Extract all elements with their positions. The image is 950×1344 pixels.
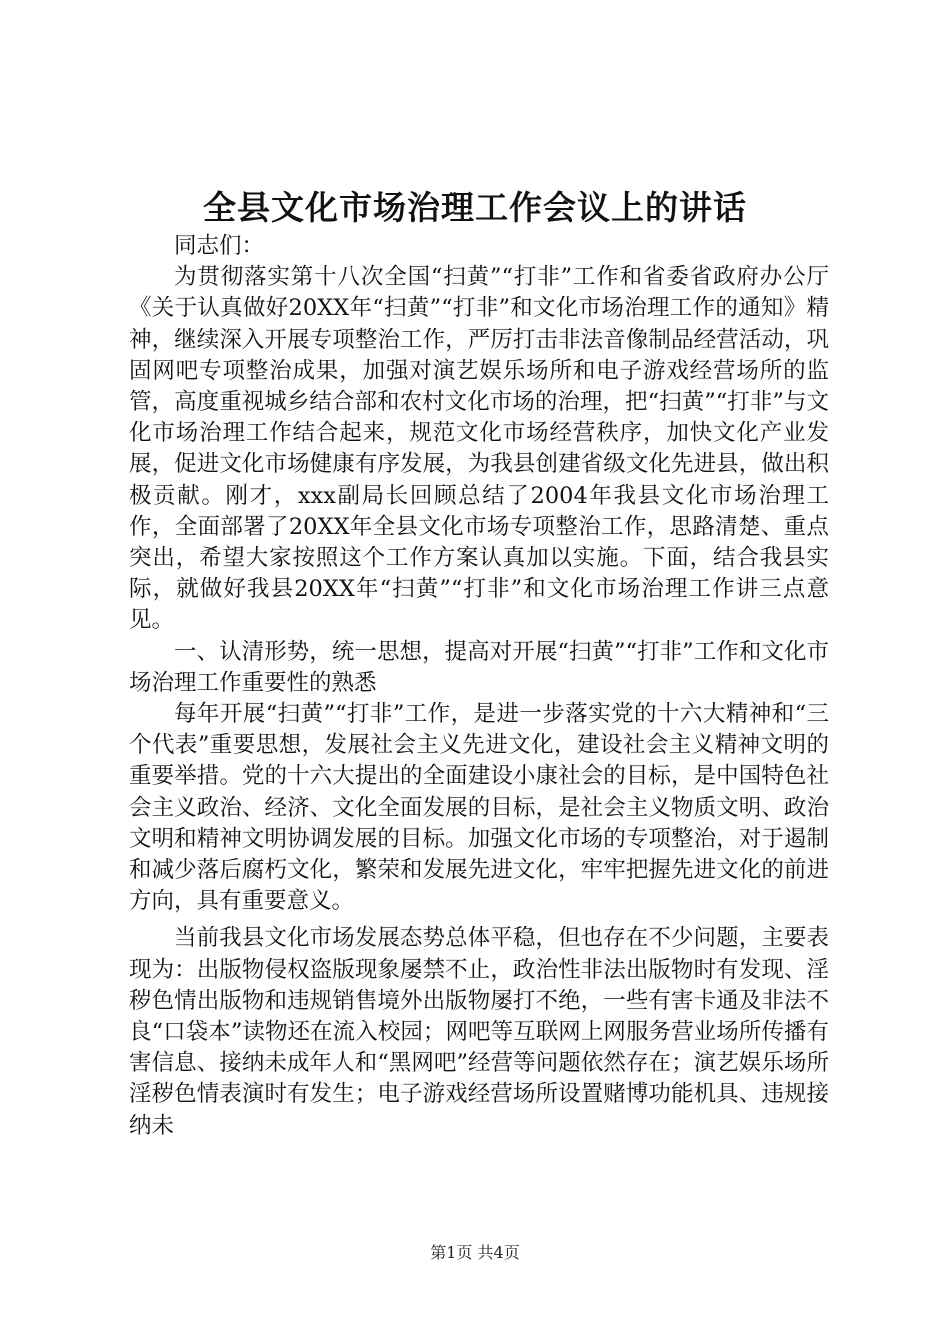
section-heading-1: 一、认清形势，统一思想，提高对开展“扫黄”“打非”工作和文化市场治理工作重要性的熟悉 <box>129 638 829 696</box>
body-paragraph: 当前我县文化市场发展态势总体平稳，但也存在不少问题，主要表现为：出版物侵权盗版现象屡禁不止，政治性非法出版物时有发现、淫秽色情出版物和违规销售境外出版物屡打不绝，一些有害卡通及非法不良“口袋本”读物还在流入校园；网吧等互联网上网服务营业场所传播有害信息、接纳未成年人和“黑网吧”经营等问题依然存在；演艺娱乐场所淫秽色情表演时有发生；电子游戏经营场所设置赌博功能机具、违规接纳未 <box>129 925 829 1139</box>
document-body <box>129 231 829 1142</box>
salutation-paragraph: 同志们： <box>174 233 265 259</box>
body-paragraph: 每年开展“扫黄”“打非”工作，是进一步落实党的十六大精神和“三个代表”重要思想，发展社会主义先进文化，建设社会主义精神文明的重要举措。党的十六大提出的全面建设小康社会的目标，是中国特色社会主义政治、经济、文化全面发展的目标，是社会主义物质文明、政治文明和精神文明协调发展的目标。加强文化市场的专项整治，对于遏制和减少落后腐朽文化，繁荣和发展先进文化，牢牢把握先进文化的前进方向，具有重要意义。 <box>129 701 829 915</box>
page-number-footer: 第1页 共4页 <box>430 1243 520 1262</box>
document-title: 全县文化市场治理工作会议上的讲话 <box>203 188 747 227</box>
intro-paragraph: 为贯彻落实第十八次全国“扫黄”“打非”工作和省委省政府办公厅《关于认真做好20XX年“扫黄”“打非”和文化市场治理工作的通知》精神，继续深入开展专项整治工作，严厉打击非法音像制品经营活动，巩固网吧专项整治成果，加强对演艺娱乐场所和电子游戏经营场所的监管，高度重视城乡结合部和农村文化市场的治理，把“扫黄”“打非”与文化市场治理工作结合起来，规范文化市场经营秩序，加快文化产业发展，促进文化市场健康有序发展，为我县创建省级文化先进县，做出积极贡献。刚才，xxx副局长回顾总结了2004年我县文化市场治理工作，全面部署了20XX年全县文化市场专项整治工作，思路清楚、重点突出，希望大家按照这个工作方案认真加以实施。下面，结合我县实际，就做好我县20XX年“扫黄”“打非”和文化市场治理工作讲三点意见。 <box>129 264 829 634</box>
